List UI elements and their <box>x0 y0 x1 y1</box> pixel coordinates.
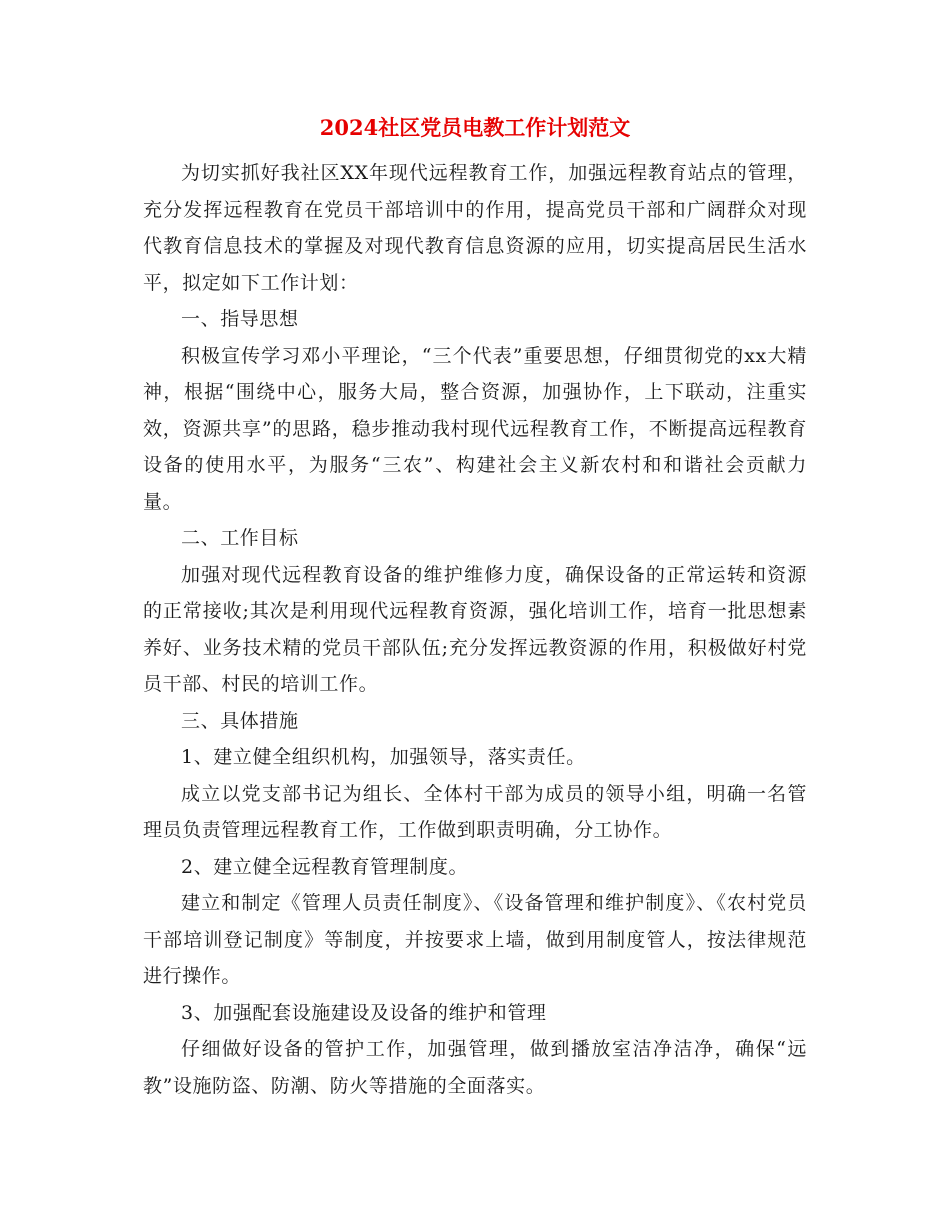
measure-1-paragraph: 成立以党支部书记为组长、全体村干部为成员的领导小组，明确一名管理员负责管理远程教育工作，工作做到职责明确，分工协作。 <box>143 782 807 841</box>
measure-1-heading: 1、建立健全组织机构，加强领导，落实责任。 <box>181 746 586 768</box>
work-goals-paragraph: 加强对现代远程教育设备的维护维修力度，确保设备的正常运转和资源的正常接收;其次是利用现代远程教育资源，强化培训工作，培育一批思想素养好、业务技术精的党员干部队伍;充分发挥远教资源的作用，积极做好村党员干部、村民的培训工作。 <box>143 563 807 695</box>
measure-3-paragraph: 仔细做好设备的管护工作，加强管理，做到播放室洁净洁净，确保“远教”设施防盗、防潮、防火等措施的全面落实。 <box>143 1038 807 1097</box>
section-heading-measures: 三、具体措施 <box>181 709 299 732</box>
measure-2-heading: 2、建立健全远程教育管理制度。 <box>181 855 469 878</box>
measure-3-heading: 3、加强配套设施建设及设备的维护和管理 <box>181 1001 547 1024</box>
intro-paragraph: 为切实抓好我社区XX年现代远程教育工作，加强远程教育站点的管理，充分发挥远程教育在党员干部培训中的作用，提高党员干部和广阔群众对现代教育信息技术的掌握及对现代教育信息资源的应用，切实提高居民生活水平，拟定如下工作计划： <box>143 162 807 294</box>
document-body <box>143 155 807 1104</box>
measure-2-paragraph: 建立和制定《管理人员责任制度》、《设备管理和维护制度》、《农村党员干部培训登记制度》等制度，并按要求上墙，做到用制度管人，按法律规范进行操作。 <box>143 892 807 987</box>
section-heading-work-goals: 二、工作目标 <box>181 527 299 549</box>
document-title: 2024社区党员电教工作计划范文 <box>319 115 631 140</box>
guiding-thought-paragraph: 积极宣传学习邓小平理论，“三个代表”重要思想，仔细贯彻党的xx大精神，根据“围绕中心，服务大局，整合资源，加强协作，上下联动，注重实效，资源共享”的思路，稳步推动我村现代远程教育工作，不断提高远程教育设备的使用水平，为服务“三农”、构建社会主义新农村和和谐社会贡献力量。 <box>143 344 807 513</box>
section-heading-guiding-thought: 一、指导思想 <box>181 308 299 330</box>
